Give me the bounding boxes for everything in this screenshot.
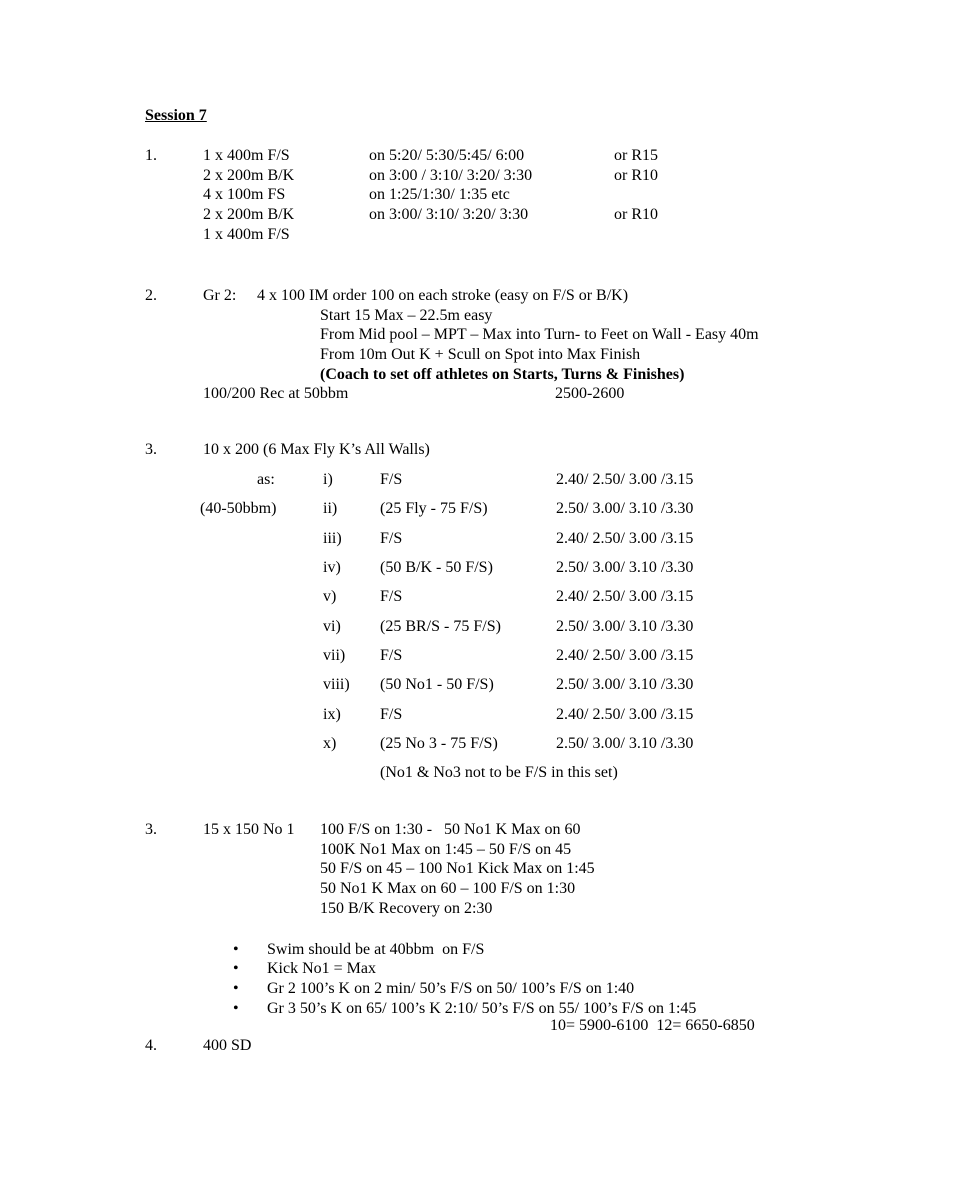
stroke-description: F/S — [380, 471, 403, 488]
roman-numeral: iv) — [323, 559, 341, 576]
bullet-icon: • — [233, 960, 239, 977]
target-times: 2.50/ 3.00/ 3.10 /3.30 — [556, 676, 694, 693]
stroke-description: F/S — [380, 588, 403, 605]
item3-note-line — [0, 763, 966, 783]
session-totals: 10= 5900-6100 12= 6650-6850 — [550, 1017, 755, 1034]
target-times: 2.40/ 2.50/ 3.00 /3.15 — [556, 471, 694, 488]
item4-row — [0, 1036, 966, 1056]
item3-header — [0, 440, 966, 460]
bullet-item — [0, 979, 966, 999]
set-note: (No1 & No3 not to be F/S in this set) — [380, 764, 618, 781]
item3-table-row — [0, 705, 966, 725]
roman-numeral: ii) — [323, 500, 338, 517]
item3-table-row — [0, 558, 966, 578]
bullet-icon: • — [233, 1000, 239, 1017]
item1-row — [0, 166, 966, 186]
item3-table-row — [0, 499, 966, 519]
set-description: 400 SD — [203, 1037, 252, 1054]
stroke-description: (50 No1 - 50 F/S) — [380, 676, 494, 693]
item2-detail — [0, 306, 966, 326]
totals-line — [0, 1016, 966, 1036]
item2-detail — [0, 325, 966, 345]
set-description: 15 x 150 No 1 — [203, 821, 295, 838]
item1-row — [0, 146, 966, 166]
item3b-detail — [0, 840, 966, 860]
roman-numeral: x) — [323, 735, 337, 752]
set-description: 2 x 200m B/K — [203, 167, 295, 184]
target-times: 2.50/ 3.00/ 3.10 /3.30 — [556, 500, 694, 517]
item3-table-row — [0, 529, 966, 549]
target-times: 2.50/ 3.00/ 3.10 /3.30 — [556, 559, 694, 576]
interval-times: on 3:00/ 3:10/ 3:20/ 3:30 — [369, 206, 529, 223]
group-label: Gr 2: — [203, 287, 237, 304]
drill-detail: From 10m Out K + Scull on Spot into Max Finish — [320, 346, 641, 363]
target-times: 2.50/ 3.00/ 3.10 /3.30 — [556, 735, 694, 752]
bullet-icon: • — [233, 941, 239, 958]
item3-table-row — [0, 617, 966, 637]
total-distance: 2500-2600 — [555, 385, 625, 402]
set-description: 2 x 200m B/K — [203, 206, 295, 223]
item2-footer — [0, 384, 966, 404]
bullet-item — [0, 940, 966, 960]
roman-numeral: vi) — [323, 618, 341, 635]
interval-times: on 3:00 / 3:10/ 3:20/ 3:30 — [369, 167, 533, 184]
stroke-description: F/S — [380, 706, 403, 723]
rest-option: or R10 — [614, 206, 658, 223]
item3-table-row — [0, 675, 966, 695]
item2-header — [0, 286, 966, 306]
item3-table-row — [0, 646, 966, 666]
roman-numeral: v) — [323, 588, 337, 605]
item2-coach-note — [0, 365, 966, 385]
interval-times: on 1:25/1:30/ 1:35 etc — [369, 186, 510, 203]
stroke-description: F/S — [380, 530, 403, 547]
target-times: 2.40/ 2.50/ 3.00 /3.15 — [556, 588, 694, 605]
roman-numeral: vii) — [323, 647, 346, 664]
item2-detail — [0, 345, 966, 365]
item-number: 2. — [145, 287, 157, 304]
rest-option: or R10 — [614, 167, 658, 184]
interval-times: on 5:20/ 5:30/5:45/ 6:00 — [369, 147, 525, 164]
stroke-description: (25 No 3 - 75 F/S) — [380, 735, 498, 752]
bbm-label: (40-50bbm) — [200, 500, 277, 517]
recovery-note: 100/200 Rec at 50bbm — [203, 385, 349, 402]
item3-table-row — [0, 587, 966, 607]
drill-detail: 100 F/S on 1:30 - 50 No1 K Max on 60 — [320, 821, 581, 838]
item3-table-row — [0, 734, 966, 754]
drill-detail: From Mid pool – MPT – Max into Turn- to Feet on Wall - Easy 40m — [320, 326, 759, 343]
roman-numeral: iii) — [323, 530, 342, 547]
bullet-text: Gr 2 100’s K on 2 min/ 50’s F/S on 50/ 100’s F/S on 1:40 — [267, 980, 635, 997]
stroke-description: (25 Fly - 75 F/S) — [380, 500, 488, 517]
as-label: as: — [257, 471, 275, 488]
bullet-text: Gr 3 50’s K on 65/ 100’s K 2:10/ 50’s F/S on 55/ 100’s F/S on 1:45 — [267, 1000, 697, 1017]
drill-detail: 50 No1 K Max on 60 – 100 F/S on 1:30 — [320, 880, 576, 897]
session-title: Session 7 — [145, 107, 207, 124]
roman-numeral: viii) — [323, 676, 350, 693]
set-description: 4 x 100m FS — [203, 186, 286, 203]
drill-detail: 150 B/K Recovery on 2:30 — [320, 900, 493, 917]
set-description: 1 x 400m F/S — [203, 226, 290, 243]
set-headline: 10 x 200 (6 Max Fly K’s All Walls) — [203, 441, 430, 458]
roman-numeral: i) — [323, 471, 333, 488]
drill-detail: 50 F/S on 45 – 100 No1 Kick Max on 1:45 — [320, 860, 595, 877]
item3b-detail — [0, 879, 966, 899]
set-description: 1 x 400m F/S — [203, 147, 290, 164]
set-headline: 4 x 100 IM order 100 on each stroke (easy on F/S or B/K) — [257, 287, 629, 304]
drill-detail: Start 15 Max – 22.5m easy — [320, 307, 493, 324]
item-number: 3. — [145, 821, 157, 838]
item1-row — [0, 185, 966, 205]
bullet-text: Kick No1 = Max — [267, 960, 377, 977]
stroke-description: (25 BR/S - 75 F/S) — [380, 618, 501, 635]
item3b-header — [0, 820, 966, 840]
title-line — [0, 106, 966, 126]
item3-table-row — [0, 470, 966, 490]
coach-note: (Coach to set off athletes on Starts, Turns & Finishes) — [320, 366, 685, 383]
stroke-description: F/S — [380, 647, 403, 664]
target-times: 2.50/ 3.00/ 3.10 /3.30 — [556, 618, 694, 635]
rest-option: or R15 — [614, 147, 658, 164]
target-times: 2.40/ 2.50/ 3.00 /3.15 — [556, 530, 694, 547]
target-times: 2.40/ 2.50/ 3.00 /3.15 — [556, 647, 694, 664]
item-number: 4. — [145, 1037, 157, 1054]
item1-row — [0, 225, 966, 245]
bullet-text: Swim should be at 40bbm on F/S — [267, 941, 485, 958]
item3b-detail — [0, 859, 966, 879]
item3b-detail — [0, 899, 966, 919]
item1-row — [0, 205, 966, 225]
bullet-item — [0, 959, 966, 979]
roman-numeral: ix) — [323, 706, 341, 723]
stroke-description: (50 B/K - 50 F/S) — [380, 559, 493, 576]
target-times: 2.40/ 2.50/ 3.00 /3.15 — [556, 706, 694, 723]
item-number: 3. — [145, 441, 157, 458]
drill-detail: 100K No1 Max on 1:45 – 50 F/S on 45 — [320, 841, 572, 858]
item-number: 1. — [145, 147, 157, 164]
bullet-icon: • — [233, 980, 239, 997]
